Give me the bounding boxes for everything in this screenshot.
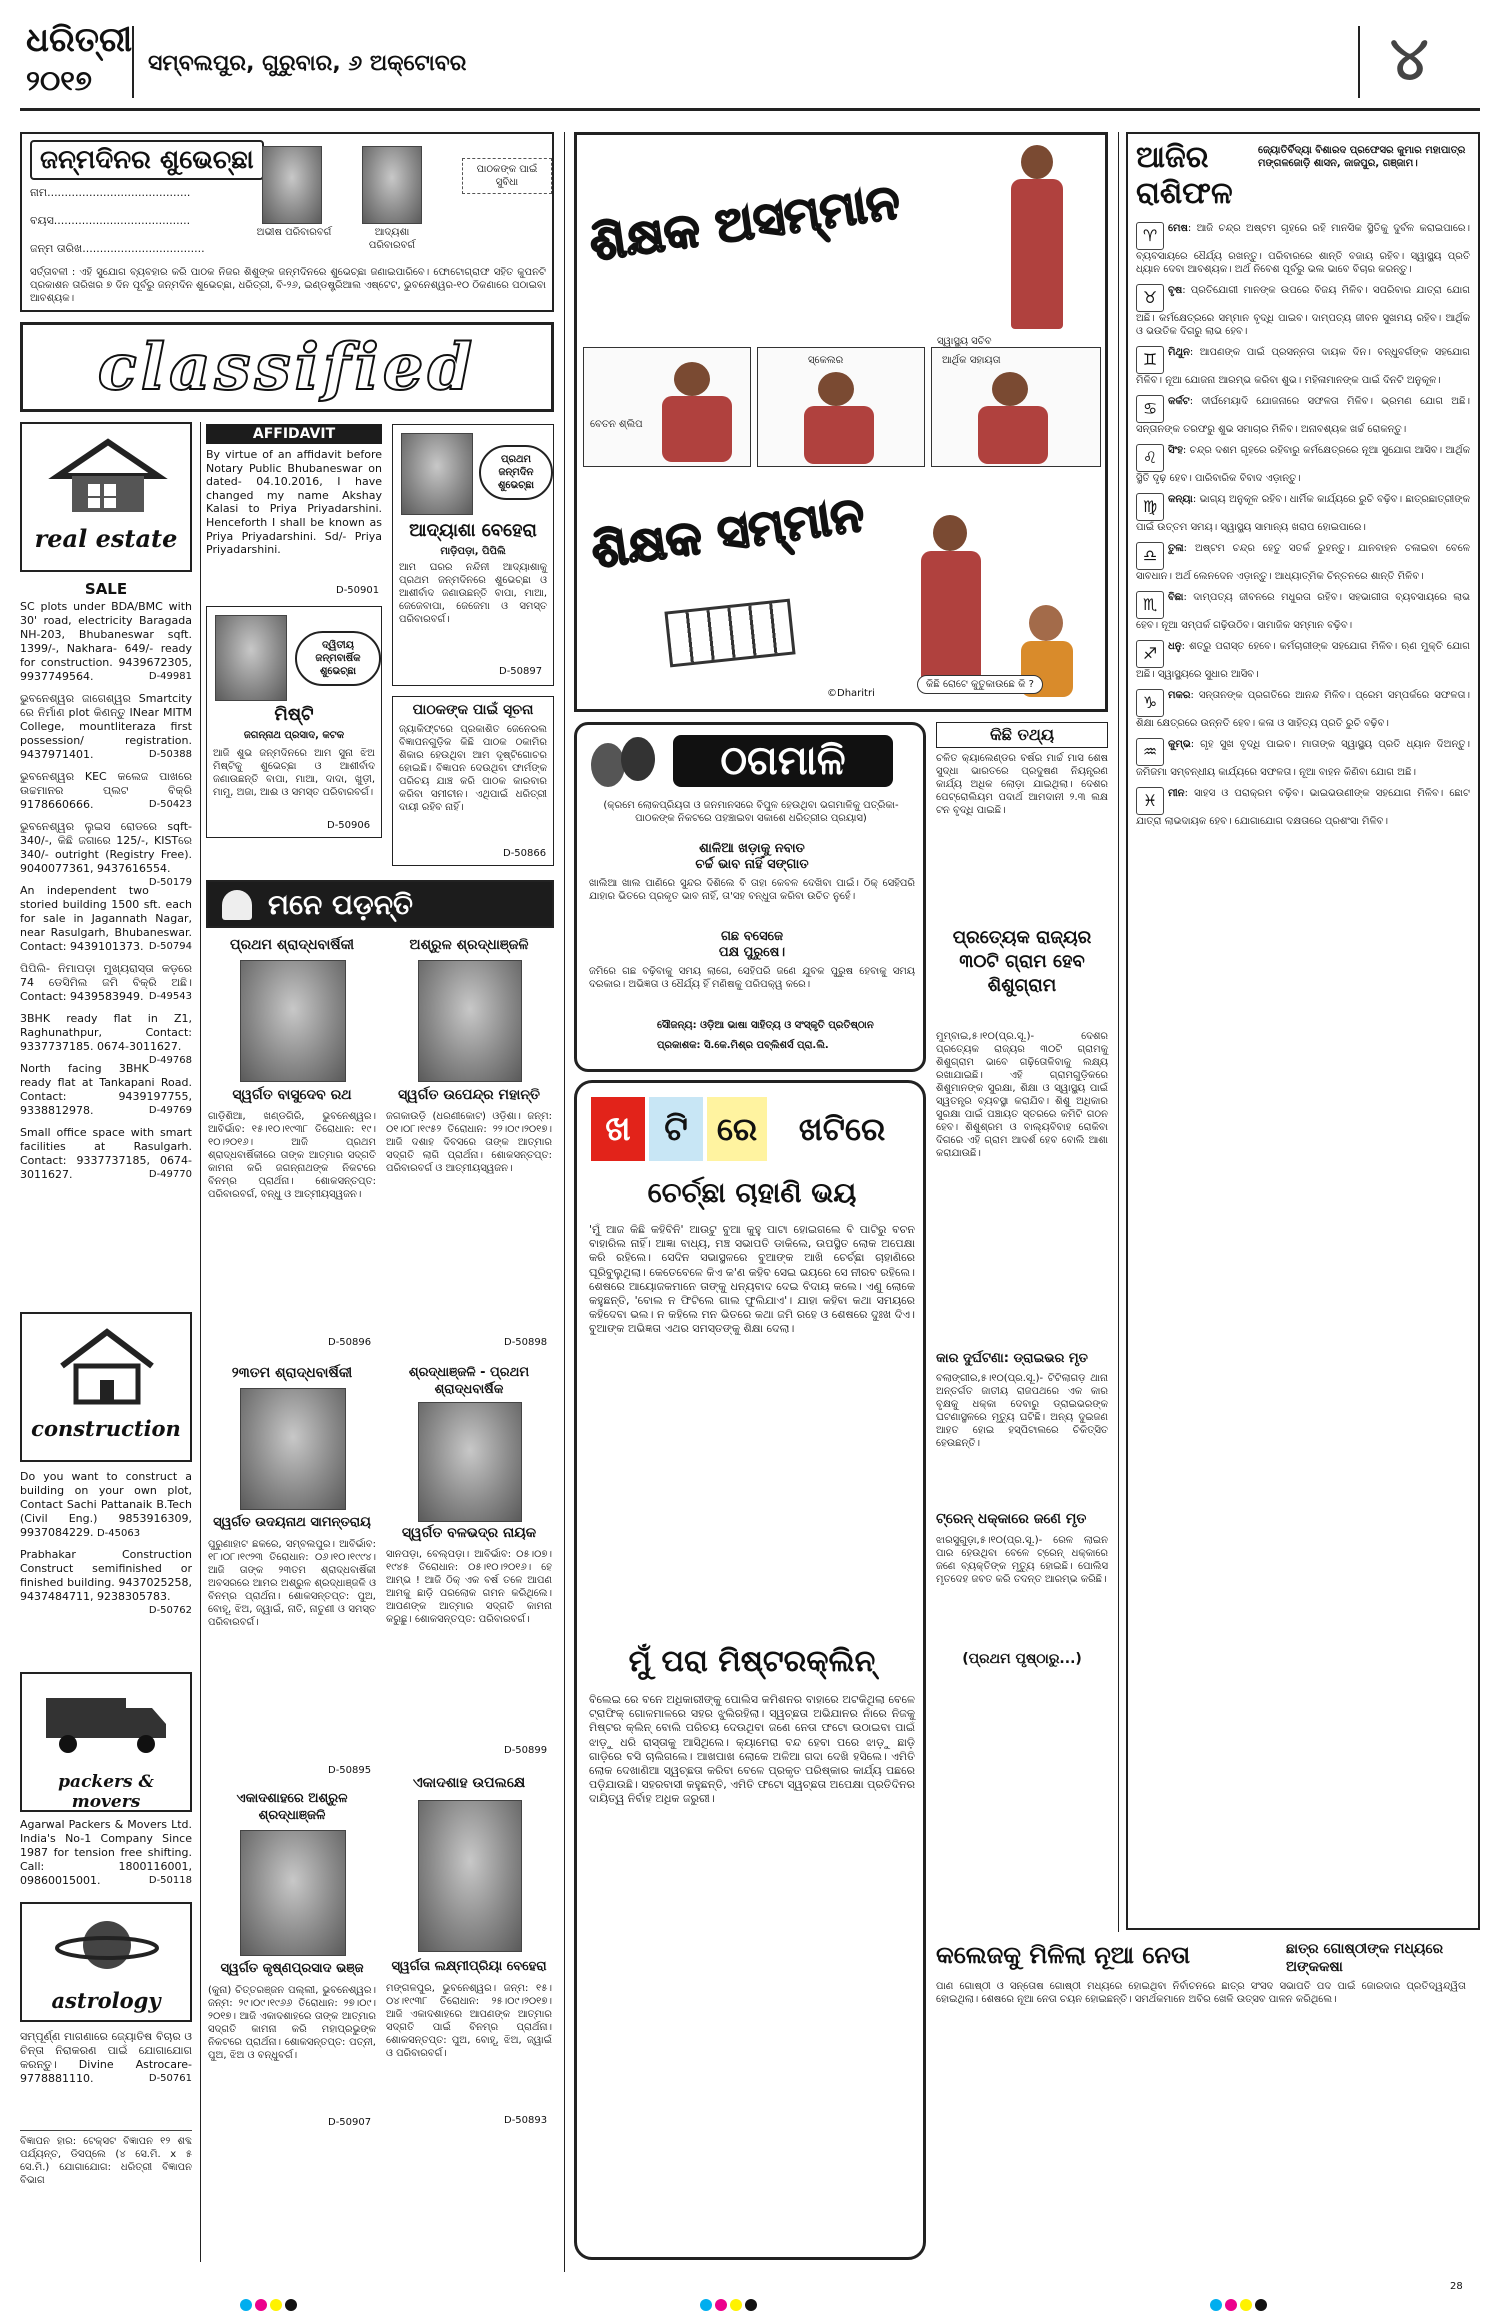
khatire-headline-2: ମୁଁ ପରା ମିଷ୍ଟରକ୍ଲିନ୍ xyxy=(628,1644,876,1679)
classified-ad[interactable]: North facing 3BHK ready flat at Tankapani Road. Contact: 9439197755, 9338812978. D-49769 xyxy=(20,1062,192,1117)
masthead-dateline: ସମ୍ବଲପୁର, ଗୁରୁବାର, ୬ ଅକ୍ଟୋବର xyxy=(148,51,467,76)
obituary-entry xyxy=(206,1790,378,2260)
obituary-header xyxy=(206,880,554,928)
page-code: 28 xyxy=(1450,2281,1463,2292)
khatire-banner-letter: ଖ xyxy=(591,1097,645,1161)
masthead-rule xyxy=(20,108,1480,111)
cartoon-panel xyxy=(574,132,1108,712)
astrology-ads xyxy=(20,2030,192,2094)
thagmali-title: ଠଗମାଳି xyxy=(673,735,893,787)
rashi-list xyxy=(1136,222,1470,836)
obituary-type: ପ୍ରଥମ ଶ୍ରାଦ୍ଧବାର୍ଷିକୀ xyxy=(229,937,355,953)
khatire-banner xyxy=(591,1097,911,1161)
obituary-photo xyxy=(240,1830,346,1956)
taurus-icon: ♉ xyxy=(1136,284,1164,312)
birthday-field-age[interactable]: ବୟସ....................................... xyxy=(30,214,191,227)
pisces-icon: ♓ xyxy=(1136,787,1164,815)
birthday-coupon-title: ଜନ୍ମଦିନର ଶୁଭେଚ୍ଛା xyxy=(30,140,264,180)
cartoon-title-top: ଶିକ୍ଷକ ଅସମ୍ମାନ xyxy=(586,173,904,273)
obituary-name: ସ୍ୱର୍ଗତ ବଳଭଦ୍ର ନାୟକ xyxy=(401,1525,537,1541)
birthday-name: ଆଦ୍ୟାଶା ବେହେରା xyxy=(409,520,537,541)
reader-notice-code: D-50866 xyxy=(503,848,547,859)
college-leader-side: ଛାତ୍ର ଗୋଷ୍ଠୀଙ୍କ ମଧ୍ୟରେ ଅଙ୍କକଷା xyxy=(1286,1941,1444,1975)
capricorn-icon: ♑ xyxy=(1136,689,1164,717)
birthday-badge: ପ୍ରଥମ ଜନ୍ମଦିନ ଶୁଭେଚ୍ଛା xyxy=(479,445,553,500)
leo-icon: ♌ xyxy=(1136,444,1164,472)
truck-icon xyxy=(42,1688,172,1758)
classified-ad[interactable]: ଭୁବନେଶ୍ୱର ଲୁଇସ ରୋଡରେ sqft- 340/-, କିଛି ଜଗାରେ 125/-, KISTରେ 340/- outright (Registry Free). 9040077361, 9437616554. D-50179 xyxy=(20,820,192,888)
thagmali-item1-text: ଖାଲିଆ ଖାଲ ପାଣିରେ ସୁନ୍ଦର ଦିଶିଲେ ବି ତାହା କେବଳ ଦେଖିବା ପାଇଁ। ଠିକ୍ ସେହିପରି ଯାହାର ଭିତରେ ପ୍ରକୃତ ଭାବ ନାହିଁ, ତା'ସହ ବନ୍ଧୁତା କରିବା ଉଚିତ ନୁହେଁ। xyxy=(589,878,915,902)
cartoon-panel-1 xyxy=(583,347,751,467)
rashi-entry: ♊ ମିଥୁନ: ଆପଣଙ୍କ ପାଇଁ ପ୍ରସନ୍ନତା ଦାୟକ ଦିନ। ବନ୍ଧୁବର୍ଗଙ୍କ ସହଯୋଗ ମିଳିବ। ନୂଆ ଯୋଜନା ଆରମ୍ଭ କରିବା ଶୁଭ। ମହିଳାମାନଙ୍କ ପାଇଁ ଦିନଟି ଅନୁକୂଳ। xyxy=(1136,347,1470,386)
obituary-text: ଜଗକାଉଡ଼ି (ଧରଣୀକୋଟ) ଓଡ଼ିଶା। ଜନ୍ମ: ୦୧।୦୮।୧୯୫୨ ତିରୋଧାନ: ୨୨।୦୯।୨୦୧୭। ଆଜି ଦଶାହ ଦିବସରେ ତାଙ୍କ ଆତ୍ମାର ସଦ୍‌ଗତି ଲାଗି ପ୍ରାର୍ଥନା। ଶୋକସନ୍ତପ୍ତ: ପରିବାରବର୍ଗ ଓ ଆତ୍ମୀୟସ୍ୱଜନ। xyxy=(386,1111,552,1174)
reader-notice-text: ଜ୍ୟାକିଫ୍ଟରେ ପ୍ରକାଶିତ ଜେନେରଲ ବିଜ୍ଞାପନଗୁଡ଼ିକ କିଛି ପାଠକ ଠକାମିର ଶିକାର ହେଉଥିବା ଆମ ଦୃଷ୍ଟିଗୋଚର ହୋଇଛି। ବିଜ୍ଞାପନ ଦେଉଥିବା ଫାର୍ମଙ୍କ ପରିଚୟ ଯାଞ୍ଚ କରି ପାଠକ କାରବାର କରିବା ସମୀଚୀନ। ଏଥିପାଇଁ ଧରିତ୍ରୀ ଦାୟୀ ରହିବ ନାହିଁ। xyxy=(399,724,547,813)
child-photo-2 xyxy=(362,146,422,224)
classified-ad[interactable]: SC plots under BDA/BMC with 30' road, electricity Baragada NH-203, Bhubaneswar sqft. 1399/-, Nakhara- 649/- ready for construction. 9439672305, 9937749564. D-49981 xyxy=(20,600,192,683)
thagmali-faces-icon xyxy=(591,737,661,791)
thagmali-item2-text: ଜମିରେ ଗଛ ବଢ଼ିବାକୁ ସମୟ ଲାଗେ, ସେହିପରି ଜଣେ ଯୁବକ ପୁରୁଷ ହେବାକୁ ସମୟ ଦରକାର। ଅଭିଜ୍ଞତା ଓ ଧୈର୍ଯ୍ୟ ହିଁ ମଣିଷକୁ ପରିପକ୍ୱ କରେ। xyxy=(589,966,915,990)
child-photo xyxy=(215,615,287,701)
birthday-message: ଆଜି ଶୁଭ ଜନ୍ମଦିନରେ ଆମ ସୁନା ଝିଅ ମିଷ୍ଟିକୁ ଶୁଭେଚ୍ଛା ଓ ଆଶୀର୍ବାଦ ଜଣାଉଛନ୍ତି ବାପା, ମାଆ, ଦାଦା, ଖୁଡ଼ୀ, ମାମୁ, ଅଜା, ଆଈ ଓ ସମସ୍ତ ପରିବାରବର୍ଗ। xyxy=(213,748,375,798)
masthead-logo: ଧରିତ୍ରୀ xyxy=(26,20,133,60)
left-section-rule xyxy=(564,132,565,2272)
affidavit-code: D-50901 xyxy=(336,585,380,596)
birthday-ad-mishti xyxy=(206,606,382,838)
birthday-place: ଜଗନ୍ନାଥ ପ୍ରସାଦ, କଟକ xyxy=(243,730,345,741)
classified-column xyxy=(20,422,194,2022)
sagittarius-icon: ♐ xyxy=(1136,640,1164,668)
khatire-text: 'ମୁଁ ଆଜ କିଛି କହିବିନି' ଆଉଟୁ ବୁଆ କୁହୁ ପାଟା ହୋଇଗଲେ ବି ପାଟିରୁ ବଚନ ବାହାରିଲ ନାହିଁ। ଆଜ୍ଞା ବାଧ୍ୟ, ମଞ୍ଚ ସଭାପତି ଡାକିଲେ, ଉପସ୍ଥିତ ଲୋକ ଅପେକ୍ଷା କରି ରହିଲେ। ସେଦିନ ସଭାସ୍ଥଳରେ ବୁଆଙ୍କ ଆଖି ଚେର୍ଚ୍ଛା ଚାହାଣିରେ ଘୂରିବୁଲୁଥିଲା। କେତେବେଳେ କିଏ କ'ଣ କହିବ ସେଇ ଭୟରେ ସେ ନୀରବ ରହିଲେ। ଶେଷରେ ଆୟୋଜକମାନେ ତାଙ୍କୁ ଧନ୍ୟବାଦ ଦେଇ ବିଦାୟ କଲେ। ଏଣୁ ଲୋକେ କହୁଛନ୍ତି, 'ବୋଲ ନ ଫିଟିଲେ ଗାଲ ଫୁଲିଯାଏ'। ଯାହା କହିବା କଥା ସମୟରେ କହିଦେବା ଭଲ। ନ କହିଲେ ମନ ଭିତରେ କଥା ଜମି ରହେ ଓ ଶେଷରେ ଦୁଃଖ ଦିଏ। ବୁଆଙ୍କ ଅଭିଜ୍ଞତା ଏଥର ସମସ୍ତଙ୍କୁ ଶିକ୍ଷା ଦେଲା। xyxy=(589,1223,915,1336)
cartoon-speech-bubble: କିଛି ରୋଟେ କୁତୁକାଉଛେ କି ? xyxy=(917,675,1043,694)
cartoon-caption-right: ସ୍ୱାସ୍ଥ୍ୟ ସଚିବ xyxy=(937,336,992,347)
house-icon xyxy=(48,436,168,516)
virgo-icon: ♍ xyxy=(1136,493,1164,521)
construction-ads xyxy=(20,1470,192,1617)
khatire-banner-letter: ଟି xyxy=(649,1097,703,1161)
affidavit-title: AFFIDAVIT xyxy=(206,424,382,444)
cartoon-title-bottom: ଶିକ୍ଷକ ସମ୍ମାନ xyxy=(588,486,868,580)
car-accident-text: ବଲାଙ୍ଗୀର,୫।୧୦(ପ୍ର.ସୂ.)- ଟିଟିଲାଗଡ଼ ଥାନା ଅନ୍ତର୍ଗତ ଜାତୀୟ ରାଜପଥରେ ଏକ କାର ବୃକ୍ଷକୁ ଧକ୍କା ଦେବାରୁ ଡ୍ରାଇଭରଙ୍କ ଘଟଣାସ୍ଥଳରେ ମୃତ୍ୟୁ ଘଟିଛି। ଅନ୍ୟ ଦୁଇଜଣ ଆହତ ହୋଇ ହସ୍ପିଟାଲରେ ଚିକିତ୍ସିତ ହେଉଛନ୍ତି। xyxy=(936,1373,1108,1449)
cartoon-panel-2 xyxy=(757,347,925,467)
rashi-entry: ♒ କୁମ୍ଭ: ଗୃହ ସୁଖ ବୃଦ୍ଧି ପାଇବ। ମାତାଙ୍କ ସ୍ୱାସ୍ଥ୍ୟ ପ୍ରତି ଧ୍ୟାନ ଦିଅନ୍ତୁ। ଜମିଜମା ସମ୍ବନ୍ଧୀୟ କାର୍ଯ୍ୟରେ ସଫଳତା। ନୂଆ ବାହନ କିଣିବା ଯୋଗ ଅଛି। xyxy=(1136,739,1470,778)
classified-title: classified xyxy=(97,330,477,405)
obituary-code: D-50896 xyxy=(328,1337,372,1348)
obituary-type: ଏକାଦଶାହରେ ଅଶ୍ରୁଳ ଶ୍ରଦ୍ଧାଞ୍ଜଳି xyxy=(236,1791,348,1823)
house-outline-icon xyxy=(52,1326,162,1406)
cartoon-panel-label: ବେତନ ଶ୍ଲିପ xyxy=(590,419,643,430)
obituary-text: ପୁରୁଣାହାଟ ଛକରେ, ସମ୍ବଲପୁର। ଆବିର୍ଭାବ: ୧୮।୦୮।୧୯୨୩ ତିରୋଧାନ: ୦୬।୧୦।୧୯୯୪। ଆଜି ତାଙ୍କ ୨୩ତମ ଶ୍ରାଦ୍ଧବାର୍ଷିକୀ ଅବସରରେ ଆମର ଅଶ୍ରୁଳ ଶ୍ରଦ୍ଧାଞ୍ଜଳି ଓ ବିନମ୍ର ପ୍ରାର୍ଥନା। ଶୋକସନ୍ତପ୍ତ: ପୁଅ, ବୋହୂ, ଝିଅ, ଜ୍ୱାଇଁ, ନାତି, ନାତୁଣୀ ଓ ସମସ୍ତ ପରିବାରବର୍ଗ। xyxy=(208,1539,376,1628)
aries-icon: ♈ xyxy=(1136,222,1164,250)
obituary-photo xyxy=(418,1800,522,1952)
khatire-text-2: ବିଲେଇ ରେ ବନେ ଅଧିକାରୀଙ୍କୁ ପୋଲିସ କମିଶନର ବାହାରେ ଅଟକିଥିଲା ବେଳେ ଟ୍ରାଫିକ୍ ଗୋଳମାଳରେ ସହର ଝୁଲିରହିଲା। ସ୍ୱଚ୍ଛତା ଅଭିଯାନର ନାଁରେ ନିଜକୁ ମିଷ୍ଟର କ୍ଲିନ୍ ବୋଲି ପରିଚୟ ଦେଉଥିବା ଜଣେ ନେତା ଫଟୋ ଉଠାଇବା ପାଇଁ ଝାଡ଼ୁ ଧରି ରାସ୍ତାକୁ ଆସିଥିଲେ। କ୍ୟାମେରା ବନ୍ଦ ହେବା ପରେ ଝାଡ଼ୁ ଛାଡ଼ି ଗାଡ଼ିରେ ବସି ଚାଲିଗଲେ। ଆଖପାଖ ଲୋକେ ଅଳିଆ ଗଦା ଦେଖି ହସିଲେ। ଏମିତି ଲୋକ ଦେଖାଣିଆ ସ୍ୱଚ୍ଛତା କରିବା ବେଳେ ପ୍ରକୃତ ପରିଷ୍କାର କାର୍ଯ୍ୟ ପଛରେ ପଡ଼ିଯାଉଛି। ସହରବାସୀ କହୁଛନ୍ତି, ଏମିତି ଫଟୋ ସ୍ୱଚ୍ଛତା ଅପେକ୍ଷା ପ୍ରତିଦିନର ଦାୟିତ୍ୱ ନିର୍ବାହ ଅଧିକ ଜରୁରୀ। xyxy=(589,1693,916,1806)
obituary-code: D-50895 xyxy=(328,1765,372,1776)
rashiphala-astrologer: ଜ୍ୟୋତିର୍ବିଦ୍ୟା ବିଶାରଦ ପ୍ରଫେସର କୁମାର ମହାପାତ୍ର ମଙ୍ଗଳଜୋଡ଼ି ଶାସନ, ଜାଜପୁର, ଗଞ୍ଜାମ। xyxy=(1258,145,1466,169)
rashi-entry: ♏ ବିଛା: ଦାମ୍ପତ୍ୟ ଜୀବନରେ ମଧୁରତା ରହିବ। ସହଭାଗୀତା ବ୍ୟବସାୟରେ ଲାଭ ହେବ। ନୂଆ ସମ୍ପର୍କ ଗଢ଼ିଉଠିବ। ସାମାଜିକ ସମ୍ମାନ ବଢ଼ିବ। xyxy=(1136,592,1470,631)
affidavit-ad xyxy=(206,424,382,596)
cartoon-credit: ©Dharitri xyxy=(827,688,875,699)
birthday-code: D-50897 xyxy=(499,666,543,677)
birthday-place: ମାଡ଼ିପଡ଼ା, ପିପିଲି xyxy=(440,546,506,557)
rashi-entry: ♍ କନ୍ୟା: ଭାଗ୍ୟ ଅନୁକୂଳ ରହିବ। ଧାର୍ମିକ କାର୍ଯ୍ୟରେ ରୁଚି ବଢ଼ିବ। ଛାତ୍ରଛାତ୍ରୀଙ୍କ ପାଇଁ ଉତ୍ତମ ସମୟ। ସ୍ୱାସ୍ଥ୍ୟ ସାମାନ୍ୟ ଖରାପ ହୋଇପାରେ। xyxy=(1136,494,1470,533)
obituary-type: ଅଶ୍ରୁଳ ଶ୍ରଦ୍ଧାଞ୍ଜଳି xyxy=(409,937,529,953)
cartoon-teacher-figure xyxy=(917,515,987,695)
page-number: ୪ xyxy=(1390,24,1429,94)
college-leader-text: ପାଣ ଗୋଷ୍ଠୀ ଓ ସନ୍ତୋଷ ଗୋଷ୍ଠୀ ମଧ୍ୟରେ ହୋଇଥିବା ନିର୍ବାଚନରେ ଛାତ୍ର ସଂସଦ ସଭାପତି ପଦ ପାଇଁ ଜୋରଦାର ପ୍ରତିଦ୍ୱନ୍ଦ୍ୱିତା ହୋଇଥିଲା। ଶେଷରେ ନୂଆ ନେତା ଚୟନ ହୋଇଛନ୍ତି। ସମର୍ଥକମାନେ ଅବିର ଖେଳି ଉତ୍ସବ ପାଳନ କରିଥିଲେ। xyxy=(936,1981,1466,2005)
classified-rate-note: ବିଜ୍ଞାପନ ହାର: ଟେକ୍ସଟ ବିଜ୍ଞାପନ ୧୨ ଶବ୍ଦ ପର୍ଯ୍ୟନ୍ତ, ଡିସପ୍ଲେ (୪ ସେ.ମି. x ୫ ସେ.ମି.) ଯୋଗାଯୋଗ: ଧରିତ୍ରୀ ବିଜ୍ଞାପନ ବିଭାଗ xyxy=(20,2130,192,2187)
packers-ads xyxy=(20,1818,192,1896)
sale-heading: SALE xyxy=(84,580,128,598)
real-estate-logo xyxy=(20,422,192,572)
page-number-divider xyxy=(1358,26,1360,98)
obituary-code: D-50899 xyxy=(504,1745,548,1756)
birthday-name: ମିଷ୍ଟି xyxy=(274,704,314,725)
scorpio-icon: ♏ xyxy=(1136,591,1164,619)
obituary-photo xyxy=(418,960,522,1082)
obituary-code: D-50907 xyxy=(328,2117,372,2128)
birthday-code: D-50906 xyxy=(327,820,371,831)
real-estate-ads xyxy=(20,600,192,1190)
obituary-code: D-50893 xyxy=(504,2115,548,2126)
obituary-photo xyxy=(418,1402,522,1522)
kichhi-tathya-text: ଚଳିତ କ୍ୟାଲେଣ୍ଡର ବର୍ଷର ମାର୍ଚ୍ଚ ମାସ ଶେଷ ସୁଦ୍ଧା ଭାରତରେ ପ୍ରଦୁଷଣ ନିୟନ୍ତ୍ରଣ କାର୍ଯ୍ୟ ଅଧିକ ଲୋଡ଼ା ଯାଇଥିଲା। ଦେଶର ପେଟ୍ରୋଲିୟମ ପଦାର୍ଥ ଆମଦାନୀ ୨.୩ ଲକ୍ଷ ଟନ ବୃଦ୍ଧି ପାଇଛି। xyxy=(936,753,1108,816)
obituary-entry xyxy=(206,936,378,1356)
child-photo-2-caption: ଆଦ୍ୟଶା ପରିବାରବର୍ଗ xyxy=(368,227,416,251)
classified-ad[interactable]: Prabhakar Construction Construct semifinished or finished building. 9437025258, 9437484711, 9238305783. D-50762 xyxy=(20,1548,192,1616)
thagmali-box xyxy=(574,722,926,1072)
obituary-photo xyxy=(240,1388,346,1510)
college-leader-headline: କଲେଜକୁ ମିଳିଲା ନୂଆ ନେତା xyxy=(936,1941,1191,1969)
planet-icon xyxy=(52,1910,162,1980)
thagmali-credit-2: ପ୍ରକାଶକ: ସି.କେ.ମିଶ୍ର ପବ୍ଲିଶର୍ସ ପ୍ରା.ଲି. xyxy=(657,1040,829,1051)
rashi-entry: ♎ ତୁଳା: ଅଷ୍ଟମ ଚନ୍ଦ୍ର ହେତୁ ସତର୍କ ରୁହନ୍ତୁ। ଯାନବାହନ ଚଳାଇବା ବେଳେ ସାବଧାନ। ଅର୍ଥ ଲେନଦେନ ଏଡ଼ାନ୍ତୁ। ଆଧ୍ୟାତ୍ମିକ ଚିନ୍ତନରେ ଶାନ୍ତି ମିଳିବ। xyxy=(1136,543,1470,582)
lamp-icon xyxy=(222,890,252,920)
rashiphala-box xyxy=(1126,132,1480,1930)
khatire-box xyxy=(574,1080,926,2260)
rashi-entry: ♉ ବୃଷ: ପ୍ରତିଯୋଗୀ ମାନଙ୍କ ଉପରେ ବିଜୟ ମିଳିବ। ସପରିବାର ଯାତ୍ରା ଯୋଗ ଅଛି। କର୍ମକ୍ଷେତ୍ରରେ ସମ୍ମାନ ବୃଦ୍ଧି ପାଇବ। ଦାମ୍ପତ୍ୟ ଜୀବନ ସୁଖମୟ ରହିବ। ଆର୍ଥିକ ଓ ଭଉତିକ ଦିଗରୁ ଲାଭ ହେବ। xyxy=(1136,285,1470,337)
astrology-label: astrology xyxy=(51,1988,161,2013)
packers-label: packers & movers xyxy=(58,1772,154,1812)
obituary-name: ସ୍ୱର୍ଗତ କୃଷ୍ଣପ୍ରସାଦ ଭଞ୍ଜ xyxy=(220,1961,364,1976)
obituary-type: ଏକାଦଶାହ ଉପଲକ୍ଷେ xyxy=(412,1775,526,1791)
obituary-text: ଗାଡ଼ିଶିଆ, ଖଣ୍ଡଗିରି, ଭୁବନେଶ୍ୱର। ଆବିର୍ଭାବ: ୧୫।୧୦।୧୯୩୮ ତିରୋଧାନ: ୧୯।୧୦।୨୦୧୬। ଆଜି ପ୍ରଥମ ଶ୍ରାଦ୍ଧବାର୍ଷିକୀରେ ତାଙ୍କ ଆତ୍ମାର ସଦ୍‌ଗତି କାମନା କରି ଜଗନ୍ନାଥଙ୍କ ନିକଟରେ ବିନମ୍ର ପ୍ରାର୍ଥନା। ଶୋକସନ୍ତପ୍ତ: ପରିବାରବର୍ଗ, ବନ୍ଧୁ ଓ ଆତ୍ମୀୟସ୍ୱଜନ। xyxy=(208,1111,376,1200)
continued-label: (ପ୍ରଥମ ପୃଷ୍ଠାରୁ...) xyxy=(962,1651,1082,1667)
train-accident-text: ଝାରସୁଗୁଡ଼ା,୫।୧୦(ପ୍ର.ସୂ.)- ରେଳ ଲାଇନ ପାର ହେଉଥିବା ବେଳେ ଟ୍ରେନ୍ ଧକ୍କାରେ ଜଣେ ବ୍ୟକ୍ତିଙ୍କ ମୃତ୍ୟୁ ହୋଇଛି। ପୋଲିସ ମୃତଦେହ ଜବତ କରି ତଦନ୍ତ ଆରମ୍ଭ କରିଛି। xyxy=(936,1535,1108,1585)
thagmali-item1-title: ଶାଳିଆ ଖଡ଼ାକୁ ନବାତ ଚର୍ଚ୍ଚ ଭାବ ନାହିଁ ସଙ୍ଗାତ xyxy=(695,841,809,872)
news-column xyxy=(936,1350,1108,1840)
rashi-entry: ♐ ଧନୁ: ଶତ୍ରୁ ପରାସ୍ତ ହେବେ। କର୍ମଚାରୀଙ୍କ ସହଯୋଗ ମିଳିବ। ଋଣ ମୁକ୍ତି ଯୋଗ ଅଛି। ସ୍ୱାସ୍ଥ୍ୟରେ ସୁଧାର ଆସିବ। xyxy=(1136,641,1470,680)
packers-logo xyxy=(20,1672,192,1812)
thagmali-item2-title: ଗଛ ବସେଜେ ପକ୍ଷ ପୁରୁଷେ। xyxy=(718,929,786,960)
obituary-entry xyxy=(384,1364,554,1764)
birthday-field-dob[interactable]: ଜନ୍ମ ତାରିଖ................................... xyxy=(30,242,205,255)
state-villages-text: ମୁମ୍ବାଇ,୫।୧୦(ପ୍ର.ସୂ.)- ଦେଶର ପ୍ରତ୍ୟେକ ରାଜ୍ୟର ୩୦ଟି ଗ୍ରାମକୁ ଶିଶୁଗ୍ରାମ ଭାବେ ଗଢ଼ିତୋଳିବାକୁ ଲକ୍ଷ୍ୟ ରଖାଯାଇଛି। ଏହି ଗ୍ରାମଗୁଡ଼ିକରେ ଶିଶୁମାନଙ୍କ ସୁରକ୍ଷା, ଶିକ୍ଷା ଓ ସ୍ୱାସ୍ଥ୍ୟ ପାଇଁ ସ୍ୱତନ୍ତ୍ର ବ୍ୟବସ୍ଥା କରାଯିବ। ଶିଶୁ ଅଧିକାର ସୁରକ୍ଷା ପାଇଁ ପଞ୍ଚାୟତ ସ୍ତରରେ କମିଟି ଗଠନ ହେବ। ଶିଶୁଶ୍ରମ ଓ ବାଲ୍ୟବିବାହ ରୋକିବା ଦିଗରେ ଏହି ଗ୍ରାମ ଆଦର୍ଶ ହେବ ବୋଲି ଆଶା କରାଯାଉଛି। xyxy=(936,1031,1108,1159)
birthday-side-text: ପାଠକଙ୍କ ପାଇଁ ସୁବିଧା xyxy=(462,158,552,194)
classified-ad[interactable]: Small office space with smart facilities at Rasulgarh. Contact: 9337737185, 0674-3011627. D-49770 xyxy=(20,1126,192,1181)
cartoon-panel-label: ଆର୍ଥିକ ସହାୟତା xyxy=(942,355,1001,366)
classified-banner xyxy=(20,322,554,412)
libra-icon: ♎ xyxy=(1136,542,1164,570)
rashi-entry: ♈ ମେଷ: ଆଜି ଚନ୍ଦ୍ର ଅଷ୍ଟମ ଗୃହରେ ରହି ମାନସିକ ସ୍ଥିତିକୁ ଦୁର୍ବଳ କରାଇପାରେ। ବ୍ୟବସାୟରେ ଧୈର୍ଯ୍ୟ ରଖନ୍ତୁ। ପରିବାରରେ ଶାନ୍ତି ବଜାୟ ରହିବ। ସ୍ୱାସ୍ଥ୍ୟ ପ୍ରତି ଧ୍ୟାନ ଦେବା ଆବଶ୍ୟକ। ଅର୍ଥ ନିବେଶ ପୂର୍ବରୁ ଭଲ ଭାବେ ବିଚାର କରନ୍ତୁ। xyxy=(1136,223,1470,275)
reader-notice xyxy=(392,696,554,866)
classified-ad[interactable]: 3BHK ready flat in Z1, Raghunathpur, Contact: 9337737185. 0674-3011627. D-49768 xyxy=(20,1012,192,1066)
obituary-code: D-50898 xyxy=(504,1337,548,1348)
birthday-message: ଆମ ଘରର ନନ୍ଦିନୀ ଆଦ୍ୟାଶାକୁ ପ୍ରଥମ ଜନ୍ମଦିନରେ ଶୁଭେଚ୍ଛା ଓ ଆଶୀର୍ବାଦ ଜଣାଉଛନ୍ତି ବାପା, ମାଆ, ଜେଜେବାପା, ଜେଜେମା ଓ ସମସ୍ତ ପରିବାରବର୍ଗ। xyxy=(399,562,547,625)
rashi-entry: ♓ ମୀନ: ସାହସ ଓ ପରାକ୍ରମ ବଢ଼ିବ। ଭାଇଭଉଣୀଙ୍କ ସହଯୋଗ ମିଳିବ। ଛୋଟ ଯାତ୍ରା ଲାଭଦାୟକ ହେବ। ଯୋଗାଯୋଗ ଦକ୍ଷତାରେ ପ୍ରଶଂସା ମିଳିବ। xyxy=(1136,788,1470,827)
rashi-entry: ♌ ସିଂହ: ଚନ୍ଦ୍ର ଦଶମ ଗୃହରେ ରହିବାରୁ କର୍ମକ୍ଷେତ୍ରରେ ନୂଆ ସୁଯୋଗ ଆସିବ। ଆର୍ଥିକ ସ୍ଥିତି ଦୃଢ଼ ହେବ। ପାରିବାରିକ ବିବାଦ ଏଡ଼ାନ୍ତୁ। xyxy=(1136,445,1470,484)
obituary-text: ମଙ୍ଗଳପୁର, ଭୁବନେଶ୍ୱର। ଜନ୍ମ: ୧୫।୦୪।୧୯୩୮ ତିରୋଧାନ: ୨୫।୦୯।୨୦୧୭। ଆଜି ଏକାଦଶାହରେ ଆପଣଙ୍କ ଆତ୍ମାର ସଦ୍‌ଗତି ପାଇଁ ବିନମ୍ର ପ୍ରାର୍ଥନା। ଶୋକସନ୍ତପ୍ତ: ପୁଅ, ବୋହୂ, ଝିଅ, ଜ୍ୱାଇଁ ଓ ପରିବାରବର୍ଗ। xyxy=(386,1983,552,2059)
train-accident-headline: ଟ୍ରେନ୍ ଧକ୍କାରେ ଜଣେ ମୃତ xyxy=(936,1511,1087,1527)
obituary-entry xyxy=(206,1364,378,1784)
classified-ad[interactable]: An independent two storied building 1500 sft. each for sale in Jagannath Nagar, near Rasulgarh, Bhubaneswar. Contact: 9439101373. D-50794 xyxy=(20,884,192,953)
state-villages-heading: ପ୍ରତ୍ୟେକ ରାଜ୍ୟର ୩୦ଟି ଗ୍ରାମ ହେବ ଶିଶୁଗ୍ରାମ xyxy=(952,927,1092,996)
masthead-year: ୨୦୧୭ xyxy=(26,64,92,97)
thagmali-credit-1: ସୌଜନ୍ୟ: ଓଡ଼ିଆ ଭାଷା ସାହିତ୍ୟ ଓ ସଂସ୍କୃତି ପ୍ରତିଷ୍ଠାନ xyxy=(657,1020,874,1031)
cartoon-panel-3 xyxy=(931,347,1101,467)
khatire-banner-word: ଖଟିରେ xyxy=(798,1110,886,1148)
construction-label: construction xyxy=(31,1416,181,1441)
car-accident-headline: କାର ଦୁର୍ଘଟଣା: ଡ୍ରାଇଭର ମୃତ xyxy=(936,1351,1088,1366)
obituary-text: ସାନପଡ଼ା, ବେଲ୍‌ପଡ଼ା। ଆବିର୍ଭାବ: ୦୫।୦୭।୧୯୪୫ ତିରୋଧାନ: ୦୫।୧୦।୨୦୧୬। ହେ ଆମ୍ଭ ! ଆଜି ଠିକ୍ ଏକ ବର୍ଷ ତଳେ ଆପଣ ଆମକୁ ଛାଡ଼ି ପରଲୋକ ଗମନ କରିଥିଲେ। ଆପଣଙ୍କ ଆତ୍ମାର ସଦ୍‌ଗତି କାମନା କରୁଛୁ। ଶୋକସନ୍ତପ୍ତ: ପରିବାରବର୍ଗ। xyxy=(386,1549,552,1625)
cartoon-ladder xyxy=(664,599,795,668)
color-register-marks-right xyxy=(1210,2296,1270,2315)
masthead-divider xyxy=(132,26,134,98)
reader-notice-title: ପାଠକଙ୍କ ପାଇଁ ସୂଚନା xyxy=(412,702,534,718)
rashi-entry: ♑ ମକର: ସନ୍ତାନଙ୍କ ପ୍ରଗତିରେ ଆନନ୍ଦ ମିଳିବ। ପ୍ରେମ ସମ୍ପର୍କରେ ସଫଳତା। ଶିକ୍ଷା କ୍ଷେତ୍ରରେ ଉନ୍ନତି ହେବ। କଳା ଓ ସାହିତ୍ୟ ପ୍ରତି ରୁଚି ବଢ଼ିବ। xyxy=(1136,690,1470,729)
classified-ad[interactable]: Do you want to construct a building on your own plot, Contact Sachi Pattanaik B.Tech (Civil Eng.) 9853916309, 9937084229. D-45063 xyxy=(20,1470,192,1539)
obituary-text: (କୁନା) ଚିତ୍ତରଞ୍ଜନ ପଲ୍ଲୀ, ଭୁବନେଶ୍ୱର। ଜନ୍ମ: ୨୯।୦୯।୧୯୬୬ ତିରୋଧାନ: ୨୭।୦୯।୨୦୧୭। ଆଜି ଏକାଦଶାହରେ ତାଙ୍କ ଆତ୍ମାର ସଦ୍‌ଗତି କାମନା କରି ମହାପ୍ରଭୁଙ୍କ ନିକଟରେ ପ୍ରାର୍ଥନା। ଶୋକସନ୍ତପ୍ତ: ପତ୍ନୀ, ପୁଅ, ଝିଅ ଓ ବନ୍ଧୁବର୍ଗ। xyxy=(208,1985,376,2061)
affidavit-text: By virtue of an affidavit before Notary Public Bhubaneswar on dated- 04.10.2016, I have changed my name Akshay Kalasi to Priya Priyadarshini. Henceforth I shall be known as Priya Priyadarshini. Sd/- Priya Priyadarshini. xyxy=(206,448,382,557)
thagmali-intro: (କ୍ରମେ ଲୋକପ୍ରିୟତା ଓ ଜନମାନସରେ ବିପୁଳ ହେଉଥିବା ଭଗମାଳିକୁ ପତ୍ରିକା-ପାଠକଙ୍କ ନିକଟରେ ପହଞ୍ଚାଇବା ସକାଶେ ଧରିତ୍ରୀର ପ୍ରୟାସ) xyxy=(603,800,899,824)
astrology-logo xyxy=(20,1902,192,2022)
kichhi-tathya xyxy=(936,722,1108,922)
classified-ad[interactable]: ପିପିଲି- ନିମାପଡ଼ା ମୁଖ୍ୟରାସ୍ତା କଡ଼ରେ 74 ଡେସିମିଲ ଜମି ବିକ୍ରି ଅଛି। Contact: 9439583949. D-49543 xyxy=(20,962,192,1003)
birthday-conditions: ସର୍ତ୍ତାବଳୀ : ଏହି ସୁଯୋଗ ବ୍ୟବହାର କରି ପାଠକ ନିଜର ଶିଶୁଙ୍କ ଜନ୍ମଦିନରେ ଶୁଭେଚ୍ଛା ଜଣାଇପାରିବେ। ଫୋଟୋଗ୍ରାଫ ସହିତ କୁପନଟି ପ୍ରକାଶନ ତାରିଖର ୭ ଦିନ ପୂର୍ବରୁ ଜନ୍ମଦିନ ଶୁଭେଚ୍ଛା, ଧରିତ୍ରୀ, ବି-୨୬, ଇଣ୍ଡଷ୍ଟ୍ରିଆଲ ଏଷ୍ଟେଟ, ଭୁବନେଶ୍ୱର-୧୦ ଠିକଣାରେ ପଠାଇବା ଆବଶ୍ୟକ। xyxy=(30,267,546,304)
obituary-title: ମନେ ପଡ଼ନ୍ତି xyxy=(268,888,413,921)
color-register-marks-left xyxy=(240,2296,300,2315)
obituary-name: ସ୍ୱର୍ଗତ ଉପେନ୍ଦ୍ର ମହାନ୍ତି xyxy=(398,1087,540,1103)
obituary-type: ୨୩ତମ ଶ୍ରାଦ୍ଧବାର୍ଷିକୀ xyxy=(231,1365,353,1381)
kichhi-tathya-title: କିଛି ତଥ୍ୟ xyxy=(936,722,1108,748)
obituary-type: ଶ୍ରଦ୍ଧାଞ୍ଜଳି - ପ୍ରଥମ ଶ୍ରାଦ୍ଧବାର୍ଷିକ xyxy=(408,1365,530,1397)
classified-column-rule xyxy=(200,422,201,2262)
child-photo-1 xyxy=(262,146,322,224)
cartoon-woman-figure xyxy=(1007,145,1067,335)
college-leader-story xyxy=(936,1940,1480,2240)
cancer-icon: ♋ xyxy=(1136,395,1164,423)
classified-ad[interactable]: Agarwal Packers & Movers Ltd. India's No-1 Company Since 1987 for tension free shifting. Call: 1800116001, 09860015001. D-50118 xyxy=(20,1818,192,1887)
khatire-headline: ଚେର୍ଚ୍ଛା ଚାହାଣି ଭୟ xyxy=(647,1176,857,1209)
baby-photo xyxy=(401,433,473,515)
classified-ad[interactable]: ଭୁବନେଶ୍ୱର KEC କଲେଜ ପାଖରେ ଉଚ୍ଚମାନର ପ୍ଲଟ ବିକ୍ରି 9178660666. D-50423 xyxy=(20,770,192,811)
rashiphala-title: ଆଜିର ରାଶିଫଳ xyxy=(1136,140,1233,211)
birthday-ad-aadyasha xyxy=(392,424,554,686)
rashi-entry: ♋ କର୍କଟ: ଦୀର୍ଘମେୟାଦି ଯୋଜନାରେ ସଫଳତା ମିଳିବ। ଭ୍ରମଣ ଯୋଗ ଅଛି। ସନ୍ତାନଙ୍କ ତରଫରୁ ଶୁଭ ସମାଚାର ମିଳିବ। ଅନାବଶ୍ୟକ ଖର୍ଚ୍ଚ ରୋକନ୍ତୁ। xyxy=(1136,396,1470,435)
birthday-badge: ଦ୍ୱିତୀୟ ଜନ୍ମବାର୍ଷିକ ଶୁଭେଚ୍ଛା xyxy=(295,631,381,686)
birthday-field-name[interactable]: ନାମ......................................... xyxy=(30,186,191,199)
classified-ad[interactable]: ସମ୍ପୂର୍ଣ୍ଣ ମାଗଣାରେ ଜ୍ୟୋତିଷ ବିଚାର ଓ ଚିନ୍ତା ନିରାକରଣ ପାଇଁ ଯୋଗାଯୋଗ କରନ୍ତୁ। Divine Astrocare- 9778881110. D-50761 xyxy=(20,2030,192,2085)
birthday-coupon xyxy=(20,132,554,312)
cartoon-panel-label: ସ୍କେଲର xyxy=(808,355,844,366)
classified-ad[interactable]: ଭୁବନେଶ୍ୱର ଜାଗେଶ୍ୱର Smartcity ରେ ନିର୍ମାଣ plot କିଣନ୍ତୁ INear MITM College, mountliteraza first possession/ registration. 9437971401. D-50388 xyxy=(20,692,192,761)
center-section-rule xyxy=(1118,132,1119,1932)
construction-logo xyxy=(20,1312,192,1462)
obituary-name: ସ୍ୱର୍ଗତ ଉଦୟନାଥ ସାମନ୍ତରାୟ xyxy=(213,1515,371,1530)
obituary-photo xyxy=(240,960,346,1082)
state-villages-story xyxy=(936,926,1108,1346)
child-photo-1-caption: ଅଭୀଷ ପରିବାରବର୍ଗ xyxy=(256,227,332,238)
real-estate-label: real estate xyxy=(34,524,178,553)
masthead xyxy=(20,18,1480,106)
obituary-name: ସ୍ୱର୍ଗତା ଲକ୍ଷ୍ମୀପ୍ରିୟା ବେହେରା xyxy=(391,1959,547,1974)
gemini-icon: ♊ xyxy=(1136,346,1164,374)
obituary-name: ସ୍ୱର୍ଗତ ବାସୁଦେବ ରଥ xyxy=(232,1087,352,1103)
obituary-entry xyxy=(384,936,554,1356)
khatire-banner-letter: ରେ xyxy=(707,1097,767,1161)
aquarius-icon: ♒ xyxy=(1136,738,1164,766)
obituary-entry xyxy=(384,1774,554,2254)
color-register-marks-center xyxy=(700,2296,760,2315)
